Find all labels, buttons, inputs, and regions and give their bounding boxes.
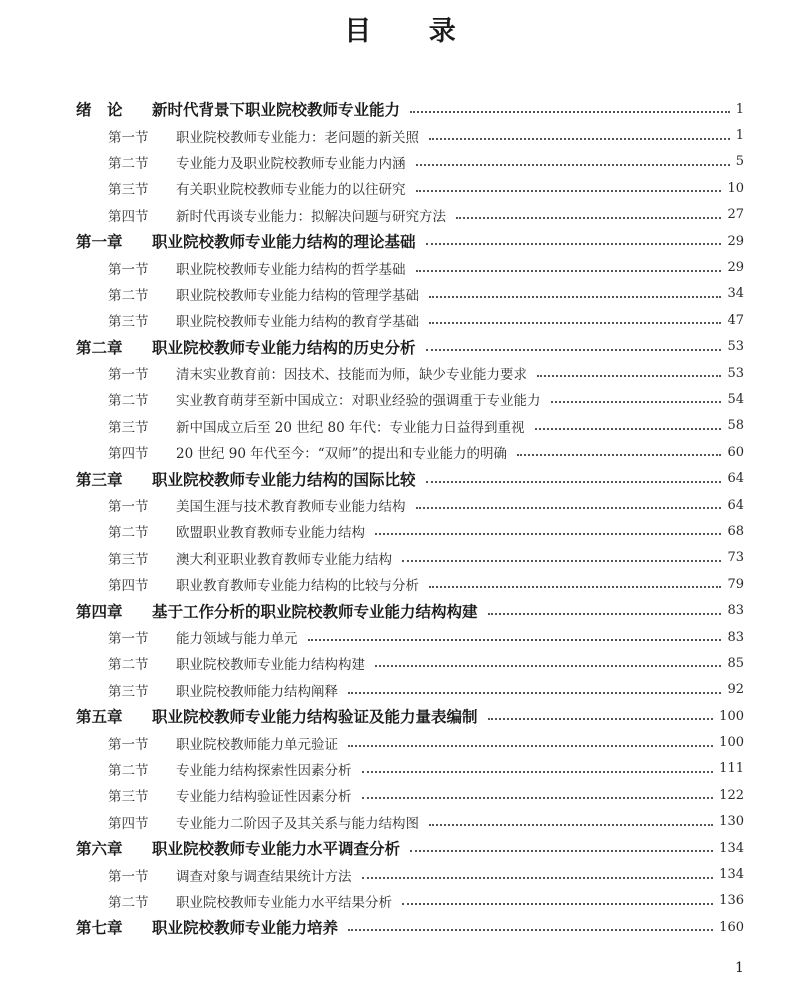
dot-leader	[416, 164, 730, 166]
toc-chapter-entry[interactable]	[0, 835, 800, 861]
toc-chapter-entry[interactable]	[0, 228, 800, 254]
toc-section-entry[interactable]	[0, 307, 800, 333]
toc-entry-page: 92	[727, 682, 744, 698]
toc-entry-title: 职业院校教师专业能力结构的国际比较	[152, 470, 416, 489]
toc-entry-number: 第二节	[108, 287, 149, 304]
toc-section-entry[interactable]	[0, 360, 800, 386]
toc-entry-number: 第四节	[108, 578, 149, 595]
toc-section-entry[interactable]	[0, 756, 800, 782]
table-of-contents	[0, 96, 800, 941]
toc-entry-page: 53	[727, 339, 744, 355]
dot-leader	[416, 507, 722, 509]
toc-entry-number: 第四节	[108, 446, 149, 463]
toc-entry-title: 职业院校教师专业能力水平结果分析	[176, 894, 392, 911]
toc-entry-page: 83	[727, 629, 744, 645]
toc-entry-number: 第七章	[76, 919, 123, 938]
toc-section-entry[interactable]	[0, 782, 800, 808]
toc-section-entry[interactable]	[0, 571, 800, 597]
toc-entry-title: 职业院校教师专业能力结构验证及能力量表编制	[152, 708, 478, 727]
toc-entry-page: 64	[727, 497, 744, 513]
dot-leader	[416, 190, 722, 192]
toc-section-entry[interactable]	[0, 809, 800, 835]
toc-chapter-entry[interactable]	[0, 465, 800, 491]
toc-entry-title: 职业院校教师能力结构阐释	[176, 683, 338, 700]
dot-leader	[348, 929, 713, 931]
toc-chapter-entry[interactable]	[0, 334, 800, 360]
toc-section-entry[interactable]	[0, 545, 800, 571]
toc-entry-page: 60	[727, 444, 744, 460]
toc-entry-page: 134	[719, 867, 744, 883]
toc-entry-page: 58	[727, 418, 744, 434]
dot-leader	[348, 692, 721, 694]
toc-section-entry[interactable]	[0, 729, 800, 755]
toc-section-entry[interactable]	[0, 439, 800, 465]
toc-entry-number: 第六章	[76, 840, 123, 859]
toc-section-entry[interactable]	[0, 149, 800, 175]
toc-entry-page: 79	[727, 576, 744, 592]
toc-entry-number: 第一节	[108, 129, 149, 146]
toc-chapter-entry[interactable]	[0, 96, 800, 122]
dot-leader	[426, 481, 722, 483]
toc-entry-title: 职业院校教师能力单元验证	[176, 736, 338, 753]
toc-entry-title: 新时代再谈专业能力：拟解决问题与研究方法	[176, 208, 446, 225]
toc-entry-page: 134	[719, 840, 744, 856]
toc-section-entry[interactable]	[0, 624, 800, 650]
dot-leader	[410, 111, 730, 113]
dot-leader	[535, 428, 722, 430]
toc-entry-page: 68	[727, 523, 744, 539]
dot-leader	[426, 243, 722, 245]
dot-leader	[429, 322, 721, 324]
toc-entry-title: 有关职业院校教师专业能力的以往研究	[176, 182, 406, 199]
toc-section-entry[interactable]	[0, 518, 800, 544]
toc-entry-number: 第二节	[108, 762, 149, 779]
toc-entry-page: 130	[719, 814, 744, 830]
toc-entry-title: 职业院校教师专业能力结构的理论基础	[152, 233, 416, 252]
toc-entry-title: 调查对象与调查结果统计方法	[176, 868, 352, 885]
toc-entry-page: 27	[727, 207, 744, 223]
toc-entry-number: 第二节	[108, 155, 149, 172]
toc-entry-page: 64	[727, 471, 744, 487]
page-title: 目 录	[344, 16, 480, 47]
toc-entry-number: 第三节	[108, 419, 149, 436]
toc-section-entry[interactable]	[0, 175, 800, 201]
dot-leader	[429, 296, 721, 298]
toc-entry-number: 第一节	[108, 261, 149, 278]
page-number: 1	[735, 960, 744, 976]
dot-leader	[410, 850, 713, 852]
toc-entry-title: 职业教育教师专业能力结构的比较与分析	[176, 578, 419, 595]
toc-entry-title: 职业院校教师专业能力培养	[152, 919, 339, 938]
toc-entry-number: 第四章	[76, 602, 123, 621]
toc-entry-page: 83	[727, 603, 744, 619]
toc-entry-number: 第四节	[108, 815, 149, 832]
toc-entry-title: 专业能力及职业院校教师专业能力内涵	[176, 155, 406, 172]
dot-leader	[488, 613, 722, 615]
toc-entry-title: 职业院校教师专业能力结构的哲学基础	[176, 261, 406, 278]
toc-entry-page: 34	[727, 286, 744, 302]
toc-entry-title: 职业院校教师专业能力结构的教育学基础	[176, 314, 419, 331]
toc-entry-number: 第二节	[108, 894, 149, 911]
dot-leader	[375, 533, 721, 535]
toc-chapter-entry[interactable]	[0, 597, 800, 623]
toc-entry-title: 职业院校教师专业能力结构的历史分析	[152, 338, 416, 357]
toc-entry-number: 第一节	[108, 499, 149, 516]
toc-entry-title: 清末实业教育前：因技术、技能而为师，缺少专业能力要求	[176, 367, 527, 384]
toc-entry-number: 第三节	[108, 683, 149, 700]
toc-entry-title: 职业院校教师专业能力：老问题的新关照	[176, 129, 419, 146]
dot-leader	[488, 718, 714, 720]
toc-section-entry[interactable]	[0, 386, 800, 412]
dot-leader	[429, 586, 721, 588]
toc-entry-page: 111	[719, 761, 744, 777]
dot-leader	[362, 877, 714, 879]
toc-entry-page: 5	[735, 154, 744, 170]
toc-entry-number: 第三节	[108, 314, 149, 331]
dot-leader	[517, 454, 721, 456]
toc-entry-number: 第三节	[108, 789, 149, 806]
toc-entry-title: 职业院校教师专业能力结构构建	[176, 657, 365, 674]
toc-entry-number: 第三章	[76, 470, 123, 489]
toc-section-entry[interactable]	[0, 861, 800, 887]
toc-entry-page: 1	[735, 128, 744, 144]
toc-entry-title: 专业能力结构验证性因素分析	[176, 789, 352, 806]
toc-section-entry[interactable]	[0, 492, 800, 518]
toc-entry-page: 73	[727, 550, 744, 566]
toc-entry-page: 53	[727, 365, 744, 381]
dot-leader	[362, 797, 714, 799]
toc-entry-page: 136	[719, 893, 744, 909]
dot-leader	[362, 771, 714, 773]
toc-section-entry[interactable]	[0, 202, 800, 228]
toc-entry-number: 第二节	[108, 525, 149, 542]
toc-entry-number: 第一节	[108, 736, 149, 753]
toc-entry-title: 专业能力二阶因子及其关系与能力结构图	[176, 815, 419, 832]
toc-entry-title: 澳大利亚职业教育教师专业能力结构	[176, 551, 392, 568]
dot-leader	[308, 639, 722, 641]
toc-entry-page: 160	[719, 919, 744, 935]
toc-entry-number: 第一节	[108, 367, 149, 384]
toc-entry-number: 第三节	[108, 182, 149, 199]
toc-entry-title: 美国生涯与技术教育教师专业能力结构	[176, 499, 406, 516]
toc-chapter-entry[interactable]	[0, 703, 800, 729]
toc-entry-page: 29	[727, 260, 744, 276]
dot-leader	[402, 560, 721, 562]
toc-entry-number: 第三节	[108, 551, 149, 568]
dot-leader	[375, 665, 721, 667]
toc-entry-page: 100	[719, 735, 744, 751]
toc-section-entry[interactable]	[0, 413, 800, 439]
dot-leader	[416, 270, 722, 272]
toc-section-entry[interactable]	[0, 122, 800, 148]
toc-entry-title: 实业教育萌芽至新中国成立：对职业经验的强调重于专业能力	[176, 393, 541, 410]
dot-leader	[537, 375, 721, 377]
toc-entry-number: 绪 论	[76, 101, 123, 120]
toc-section-entry[interactable]	[0, 888, 800, 914]
toc-entry-page: 29	[727, 233, 744, 249]
toc-section-entry[interactable]	[0, 281, 800, 307]
toc-entry-number: 第二节	[108, 657, 149, 674]
toc-section-entry[interactable]	[0, 677, 800, 703]
toc-entry-title: 职业院校教师专业能力结构的管理学基础	[176, 287, 419, 304]
toc-entry-number: 第一节	[108, 868, 149, 885]
toc-entry-page: 85	[727, 655, 744, 671]
toc-entry-title: 专业能力结构探索性因素分析	[176, 762, 352, 779]
dot-leader	[426, 349, 722, 351]
toc-entry-number: 第一节	[108, 631, 149, 647]
toc-chapter-entry[interactable]	[0, 914, 800, 940]
dot-leader	[402, 903, 713, 905]
toc-entry-page: 10	[727, 180, 744, 196]
dot-leader	[429, 138, 730, 140]
toc-entry-page: 100	[719, 708, 744, 724]
dot-leader	[348, 745, 713, 747]
toc-entry-page: 122	[719, 787, 744, 803]
toc-entry-number: 第二章	[76, 338, 123, 357]
toc-entry-title: 基于工作分析的职业院校教师专业能力结构构建	[152, 602, 478, 621]
toc-entry-title: 20 世纪 90 年代至今：“双师”的提出和专业能力的明确	[176, 446, 508, 463]
toc-entry-number: 第四节	[108, 208, 149, 225]
dot-leader	[456, 217, 721, 219]
toc-section-entry[interactable]	[0, 650, 800, 676]
toc-entry-page: 54	[727, 391, 744, 407]
toc-entry-number: 第二节	[108, 393, 149, 410]
toc-entry-page: 47	[727, 312, 744, 328]
toc-entry-title: 新中国成立后至 20 世纪 80 年代：专业能力日益得到重视	[176, 419, 525, 436]
toc-entry-title: 新时代背景下职业院校教师专业能力	[152, 101, 401, 120]
toc-entry-number: 第五章	[76, 708, 123, 727]
dot-leader	[429, 824, 713, 826]
toc-entry-title: 能力领域与能力单元	[176, 631, 298, 647]
toc-entry-number: 第一章	[76, 233, 123, 252]
toc-entry-page: 1	[735, 101, 744, 117]
toc-entry-title: 欧盟职业教育教师专业能力结构	[176, 525, 365, 542]
dot-leader	[551, 401, 722, 403]
toc-entry-title: 职业院校教师专业能力水平调查分析	[152, 840, 401, 859]
toc-section-entry[interactable]	[0, 254, 800, 280]
